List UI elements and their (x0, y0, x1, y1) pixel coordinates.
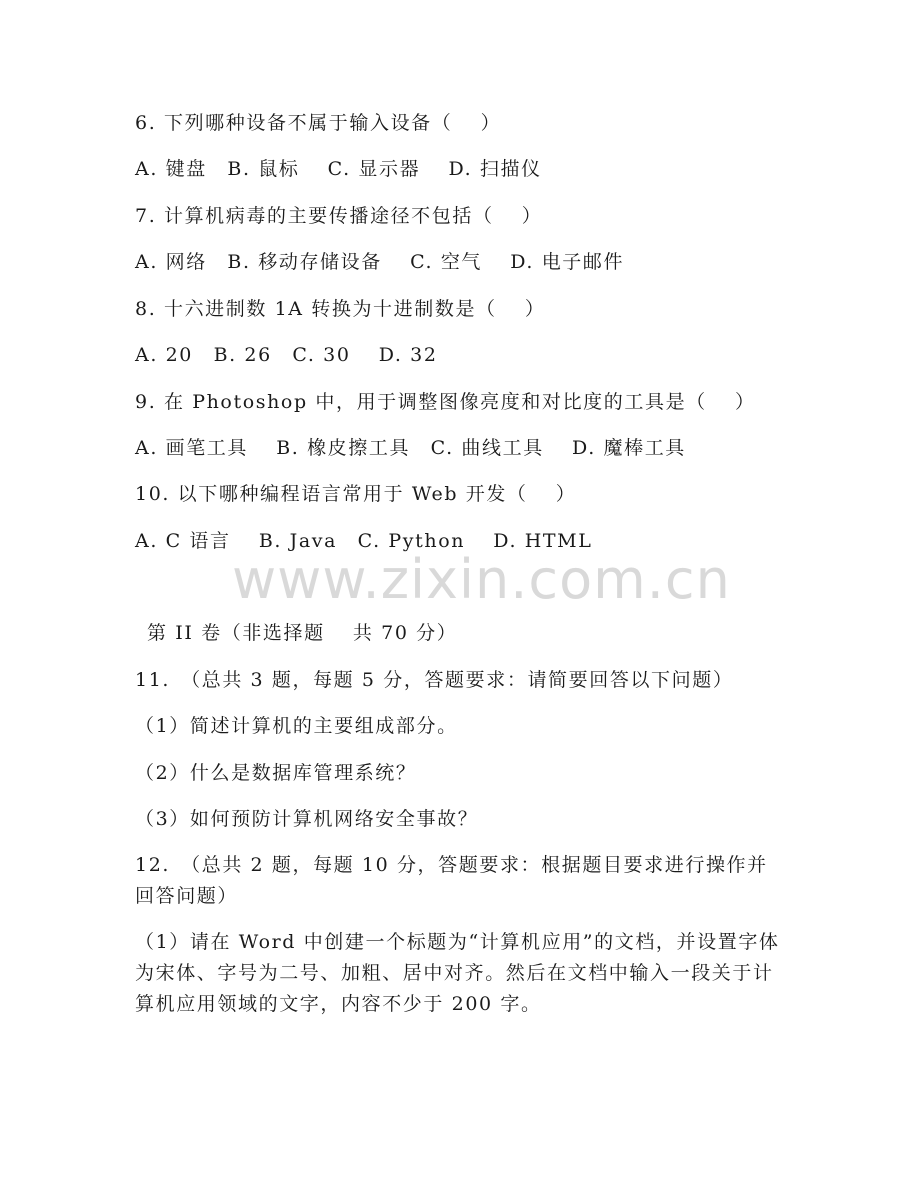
question-9-options: A. 画笔工具 B. 橡皮擦工具 C. 曲线工具 D. 魔棒工具 (135, 437, 686, 459)
question-11-header: 11. （总共 3 题，每题 5 分，答题要求：请简要回答以下问题） (135, 669, 734, 691)
question-6-options: A. 键盘 B. 鼠标 C. 显示器 D. 扫描仪 (135, 158, 542, 180)
watermark-text: www.zixin.com.cn (232, 548, 731, 611)
question-11-item-2: （2）什么是数据库管理系统？ (135, 762, 417, 784)
question-8-stem: 8. 十六进制数 1A 转换为十进制数是（ ） (135, 298, 546, 320)
question-10-stem: 10. 以下哪种编程语言常用于 Web 开发（ ） (135, 483, 577, 505)
question-9-stem: 9. 在 Photoshop 中，用于调整图像亮度和对比度的工具是（ ） (135, 391, 756, 413)
question-7-options: A. 网络 B. 移动存储设备 C. 空气 D. 电子邮件 (135, 251, 625, 273)
section-2-title: 第 II 卷（非选择题 共 70 分） (147, 622, 458, 644)
question-12-header: 12. （总共 2 题，每题 10 分，答题要求：根据题目要求进行操作并回答问题） (135, 854, 768, 907)
question-11-item-3: （3）如何预防计算机网络安全事故？ (135, 808, 479, 830)
question-11-item-1: （1）简述计算机的主要组成部分。 (135, 715, 458, 737)
question-10-options: A. C 语言 B. Java C. Python D. HTML (135, 530, 593, 552)
question-6-stem: 6. 下列哪种设备不属于输入设备（ ） (135, 112, 502, 134)
question-12-item-1: （1）请在 Word 中创建一个标题为“计算机应用”的文档，并设置字体为宋体、字号为二号、加粗、居中对齐。然后在文档中输入一段关于计算机应用领域的文字，内容不少于 200 字。 (135, 931, 780, 1015)
question-8-options: A. 20 B. 26 C. 30 D. 32 (135, 344, 438, 366)
question-7-stem: 7. 计算机病毒的主要传播途径不包括（ ） (135, 205, 543, 227)
